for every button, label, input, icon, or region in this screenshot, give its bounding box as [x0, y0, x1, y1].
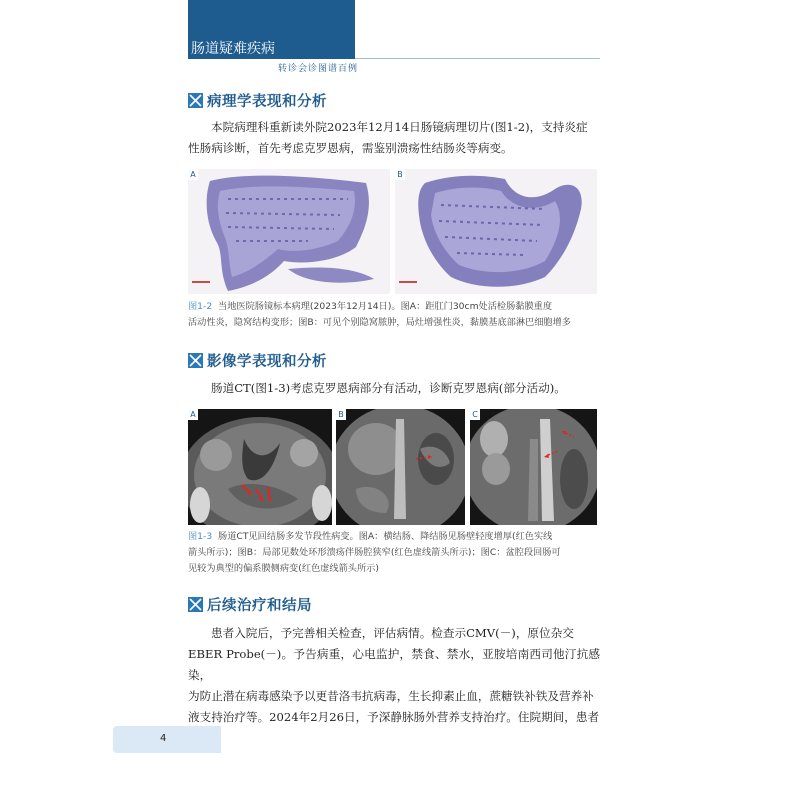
- caption-line: [188, 299, 601, 315]
- section-heading-followup: [188, 594, 312, 615]
- caption-line: 箭头所示)；图B：局部见数处环形溃疡伴肠腔狭窄(红色虚线箭头所示)；图C：盆腔段回肠可: [188, 547, 561, 558]
- book-title: 肠道疑难疾病: [191, 41, 275, 57]
- paragraph-line: 患者入院后，予完善相关检查，评估病情。检查示CMV(－)，原位杂交: [211, 626, 574, 640]
- figure-1-2-panel-b: [395, 169, 597, 294]
- figure-1-2-caption: [188, 299, 601, 331]
- section-marker-icon: [188, 353, 203, 368]
- panel-label: C: [470, 409, 480, 420]
- section-marker-icon: [188, 597, 203, 612]
- paragraph-imaging: [188, 378, 600, 399]
- figure-1-3-caption: [188, 529, 601, 577]
- section-title: 影像学表现和分析: [207, 354, 327, 370]
- book-subtitle: 转诊会诊图谱百例: [278, 64, 359, 74]
- caption-figure-number: 图1-3: [188, 531, 213, 542]
- section-title: 病理学表现和分析: [207, 94, 327, 110]
- section-marker-icon: [188, 93, 203, 108]
- ct-image-a: [188, 409, 332, 525]
- ct-image-b: [336, 409, 465, 525]
- paragraph-line: 性肠病诊断，首先考虑克罗恩病，需鉴别溃疡性结肠炎等病变。: [188, 141, 513, 155]
- page-number-tab: [113, 726, 221, 753]
- paragraph-pathology: [188, 117, 600, 159]
- paragraph-followup: [188, 623, 600, 728]
- section-title: 后续治疗和结局: [207, 598, 312, 614]
- histology-image-b: [395, 169, 597, 294]
- page-number: 4: [160, 733, 167, 744]
- figure-1-2-panel-a: [188, 169, 390, 294]
- caption-line: 活动性炎，隐窝结构变形；图B：可见个别隐窝脓肿，局灶增强性炎，黏膜基底部淋巴细胞增多: [188, 317, 571, 328]
- paragraph-line: 液支持治疗等。2024年2月26日，予深静脉肠外营养支持治疗。住院期间，患者: [188, 710, 600, 724]
- panel-label: A: [188, 409, 198, 420]
- panel-label: B: [395, 169, 405, 180]
- ct-image-c: [470, 409, 597, 525]
- figure-1-3-panel-a: [188, 409, 332, 525]
- paragraph-line: 肠道CT(图1-3)考虑克罗恩病部分有活动，诊断克罗恩病(部分活动)。: [211, 381, 566, 395]
- panel-label: B: [336, 409, 346, 420]
- section-heading-imaging: [188, 350, 327, 371]
- section-heading-pathology: [188, 90, 327, 111]
- caption-text: 当地医院肠镜标本病理(2023年12月14日)。图A：距肛门30cm处活检肠黏膜重度: [218, 301, 553, 312]
- paragraph-line: 本院病理科重新读外院2023年12月14日肠镜病理切片(图1-2)，支持炎症: [211, 120, 588, 134]
- figure-1-3-panel-c: [470, 409, 597, 525]
- header-rule-light: [355, 58, 600, 59]
- panel-label: A: [188, 169, 198, 180]
- header-rule: [188, 58, 358, 59]
- caption-line: 见较为典型的偏系膜侧病变(红色虚线箭头所示): [188, 563, 379, 574]
- paragraph-line: EBER Probe(－)。予告病重，心电监护，禁食、禁水，亚胺培南西司他汀抗感染，: [188, 647, 600, 682]
- caption-figure-number: 图1-2: [188, 301, 213, 312]
- histology-image-a: [188, 169, 390, 294]
- figure-1-3-panel-b: [336, 409, 465, 525]
- caption-line: [188, 529, 601, 545]
- caption-text: 肠道CT见回结肠多发节段性病变。图A：横结肠、降结肠见肠壁轻度增厚(红色实线: [218, 531, 553, 542]
- paragraph-line: 为防止潜在病毒感染予以更昔洛韦抗病毒，生长抑素止血，蔗糖铁补铁及营养补: [188, 689, 594, 703]
